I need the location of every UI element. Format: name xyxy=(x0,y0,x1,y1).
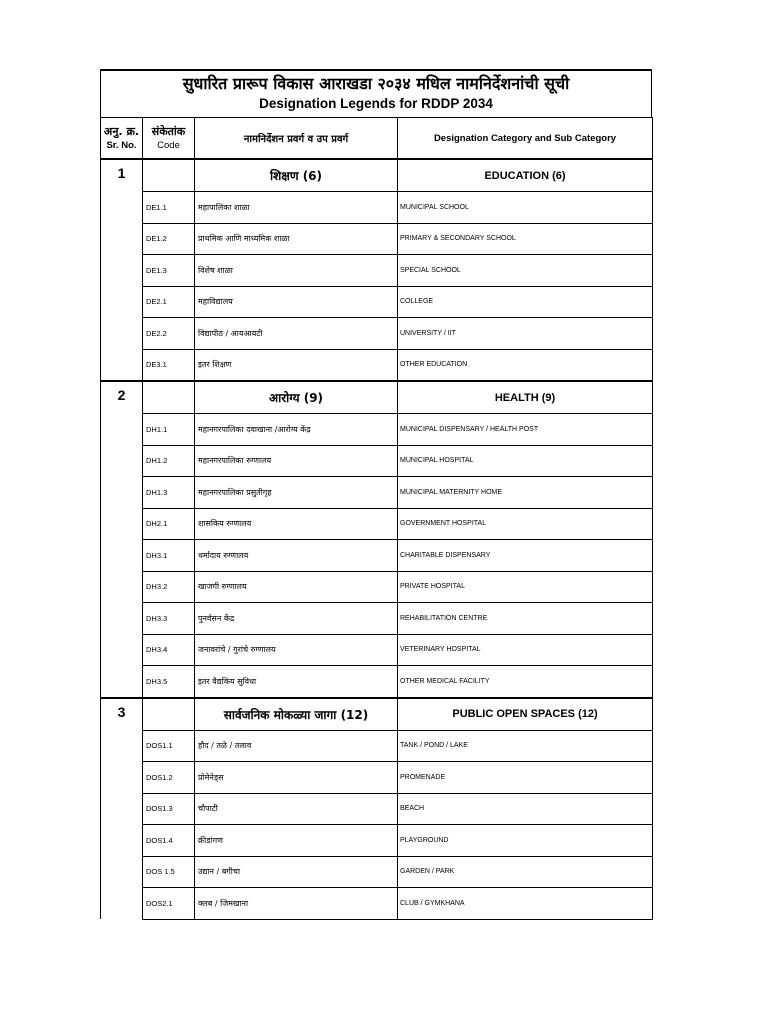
section-name-marathi: शिक्षण (6) xyxy=(195,159,398,192)
designation-code: DE1.1 xyxy=(143,192,195,224)
designation-row xyxy=(101,477,653,509)
designation-name-marathi: खाजगी रुग्णालय xyxy=(195,571,398,603)
designation-name-english: TANK / POND / LAKE xyxy=(398,730,653,762)
designation-sheet xyxy=(100,69,652,920)
designation-name-marathi: क्लब / जिमखाना xyxy=(195,888,398,920)
section-number: 3 xyxy=(101,698,143,920)
section-number: 1 xyxy=(101,159,143,381)
designation-code: DH3.3 xyxy=(143,603,195,635)
designation-row xyxy=(101,540,653,572)
designation-code: DE2.2 xyxy=(143,318,195,350)
designation-row xyxy=(101,666,653,698)
designation-row xyxy=(101,856,653,888)
designation-name-english: PROMENADE xyxy=(398,762,653,794)
designation-name-marathi: विद्यापीठ / आयआयटी xyxy=(195,318,398,350)
designation-name-english: OTHER EDUCATION xyxy=(398,349,653,381)
sr-column-header xyxy=(101,118,143,160)
designation-name-marathi: इतर शिक्षण xyxy=(195,349,398,381)
designation-name-marathi: महानगरपालिका दवाखाना /आरोग्य केंद्र xyxy=(195,414,398,446)
designation-code: DOS1.4 xyxy=(143,825,195,857)
designation-name-english: BEACH xyxy=(398,793,653,825)
section-name-english: EDUCATION (6) xyxy=(398,159,653,192)
designation-name-marathi: महानगरपालिका रुग्णालय xyxy=(195,445,398,477)
designation-name-english: MUNICIPAL MATERNITY HOME xyxy=(398,477,653,509)
designation-code: DH1.2 xyxy=(143,445,195,477)
designation-name-marathi: पुनर्वसन केंद्र xyxy=(195,603,398,635)
designation-name-marathi: प्राथमिक आणि माध्यमिक शाळा xyxy=(195,223,398,255)
designation-name-english: GOVERNMENT HOSPITAL xyxy=(398,508,653,540)
designation-name-english: CHARITABLE DISPENSARY xyxy=(398,540,653,572)
section-name-english: HEALTH (9) xyxy=(398,381,653,414)
designation-name-english: PRIVATE HOSPITAL xyxy=(398,571,653,603)
designation-code: DH3.2 xyxy=(143,571,195,603)
designation-row xyxy=(101,192,653,224)
section-name-marathi: आरोग्य (9) xyxy=(195,381,398,414)
designation-name-english: OTHER MEDICAL FACILITY xyxy=(398,666,653,698)
code-column-header xyxy=(143,118,195,160)
designation-name-marathi: चौपाटी xyxy=(195,793,398,825)
designation-name-marathi: शासकिय रुग्णालय xyxy=(195,508,398,540)
designation-name-english: VETERINARY HOSPITAL xyxy=(398,634,653,666)
designation-row xyxy=(101,825,653,857)
sr-header-english: Sr. No. xyxy=(106,139,137,151)
designation-name-english: PRIMARY & SECONDARY SCHOOL xyxy=(398,223,653,255)
designation-code: DH3.4 xyxy=(143,634,195,666)
code-header-marathi: संकेतांक xyxy=(151,124,186,138)
designation-name-marathi: इतर वैद्यकिय सुविधा xyxy=(195,666,398,698)
designation-code: DE1.3 xyxy=(143,255,195,287)
designation-code: DOS1.1 xyxy=(143,730,195,762)
section-row xyxy=(101,698,653,731)
designation-code: DH1.3 xyxy=(143,477,195,509)
designation-code: DOS 1.5 xyxy=(143,856,195,888)
designation-code: DH2.1 xyxy=(143,508,195,540)
designation-name-marathi: महापालिका शाळा xyxy=(195,192,398,224)
designation-row xyxy=(101,445,653,477)
designation-row xyxy=(101,318,653,350)
designation-name-marathi: धर्मादाय रुग्णालय xyxy=(195,540,398,572)
designation-name-marathi: हौद / तळे / तलाव xyxy=(195,730,398,762)
designation-row xyxy=(101,888,653,920)
title-english: Designation Legends for RDDP 2034 xyxy=(259,96,493,111)
section-row xyxy=(101,159,653,192)
designation-name-marathi: जनावरांचे / गुरांचे रुग्णालय xyxy=(195,634,398,666)
designation-name-english: UNIVERSITY / IIT xyxy=(398,318,653,350)
designation-row xyxy=(101,508,653,540)
section-name-marathi: सार्वजनिक मोकळ्या जागा (12) xyxy=(195,698,398,731)
designation-row xyxy=(101,286,653,318)
designation-code: DE2.1 xyxy=(143,286,195,318)
designation-row xyxy=(101,634,653,666)
designation-name-english: COLLEGE xyxy=(398,286,653,318)
designation-name-marathi: विशेष शाळा xyxy=(195,255,398,287)
designation-name-marathi: उद्यान / बगीचा xyxy=(195,856,398,888)
category-header-marathi: नामनिर्देशन प्रवर्ग व उप प्रवर्ग xyxy=(195,118,398,160)
designation-name-marathi: महाविद्यालय xyxy=(195,286,398,318)
sheet-header xyxy=(100,69,652,117)
section-name-english: PUBLIC OPEN SPACES (12) xyxy=(398,698,653,731)
designation-name-english: MUNICIPAL HOSPITAL xyxy=(398,445,653,477)
section-code-cell xyxy=(143,381,195,414)
designation-code: DE1.2 xyxy=(143,223,195,255)
sr-header-marathi: अनु. क्र. xyxy=(103,124,140,138)
designation-code: DOS2.1 xyxy=(143,888,195,920)
designation-row xyxy=(101,223,653,255)
section-code-cell xyxy=(143,698,195,731)
designation-name-marathi: महानगरपालिका प्रसुतीगृह xyxy=(195,477,398,509)
designation-name-marathi: क्रीडांगण xyxy=(195,825,398,857)
designation-row xyxy=(101,571,653,603)
section-row xyxy=(101,381,653,414)
designation-name-english: MUNICIPAL SCHOOL xyxy=(398,192,653,224)
designation-code: DH3.5 xyxy=(143,666,195,698)
designation-row xyxy=(101,730,653,762)
section-code-cell xyxy=(143,159,195,192)
section-number: 2 xyxy=(101,381,143,698)
designation-name-english: MUNICIPAL DISPENSARY / HEALTH POST xyxy=(398,414,653,446)
designation-name-english: SPECIAL SCHOOL xyxy=(398,255,653,287)
designation-row xyxy=(101,349,653,381)
category-header-english: Designation Category and Sub Category xyxy=(398,118,653,160)
designation-name-english: PLAYGROUND xyxy=(398,825,653,857)
designation-row xyxy=(101,762,653,794)
designation-name-english: GARDEN / PARK xyxy=(398,856,653,888)
column-header-row xyxy=(101,118,653,160)
designation-name-english: REHABILITATION CENTRE xyxy=(398,603,653,635)
designation-name-marathi: प्रोमेनेड्स xyxy=(195,762,398,794)
designation-table xyxy=(100,117,653,920)
designation-name-english: CLUB / GYMKHANA xyxy=(398,888,653,920)
title-marathi: सुधारित प्रारूप विकास आराखडा २०३४ मधिल नामनिर्देशनांची सूची xyxy=(182,74,570,93)
designation-row xyxy=(101,255,653,287)
designation-code: DE3.1 xyxy=(143,349,195,381)
designation-row xyxy=(101,603,653,635)
designation-code: DOS1.3 xyxy=(143,793,195,825)
code-header-english: Code xyxy=(157,139,180,151)
designation-code: DOS1.2 xyxy=(143,762,195,794)
designation-row xyxy=(101,793,653,825)
designation-code: DH3.1 xyxy=(143,540,195,572)
designation-code: DH1.1 xyxy=(143,414,195,446)
designation-row xyxy=(101,414,653,446)
